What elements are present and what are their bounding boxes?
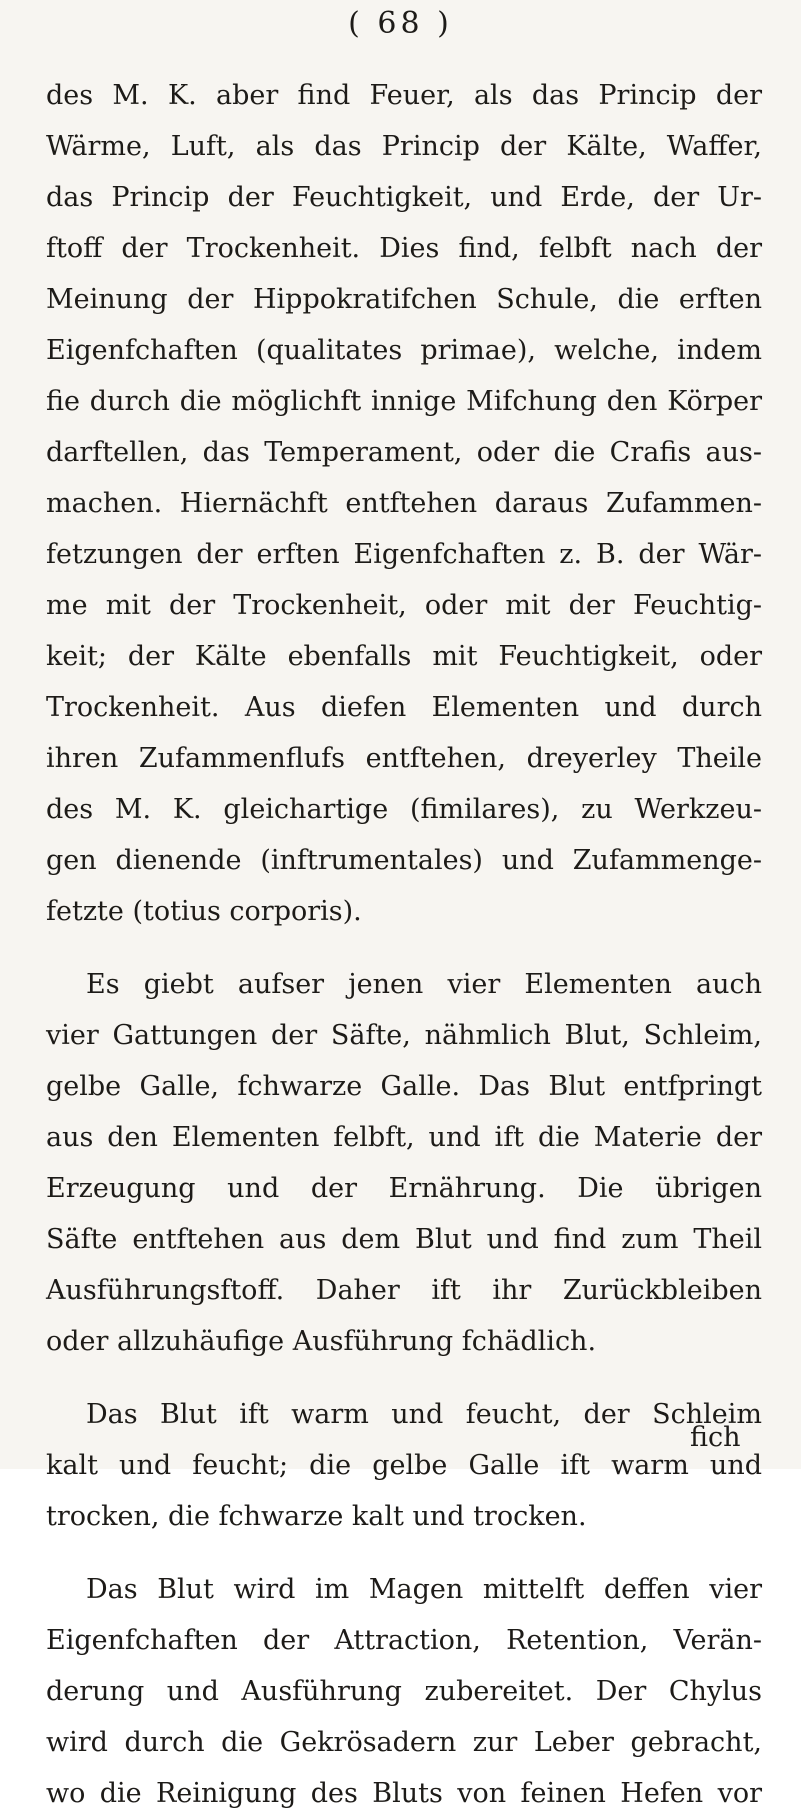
page-number: ( 68 )	[348, 6, 453, 41]
text-line: Es giebt aufser jenen vier Elementen auch	[86, 969, 762, 1000]
text-line: wird durch die Gekrösadern zur Leber gebracht,	[46, 1727, 762, 1758]
text-line: fetzte (totius corporis).	[46, 896, 362, 927]
text-line: Säfte entftehen aus dem Blut und find zum Theil	[46, 1224, 762, 1255]
catchword: fich	[690, 1422, 741, 1453]
text-line: derung und Ausführung zubereitet. Der Chylus	[46, 1676, 762, 1707]
text-line: vier Gattungen der Säfte, nähmlich Blut, Schleim,	[46, 1020, 762, 1051]
text-line: Meinung der Hippokratifchen Schule, die erften	[46, 284, 762, 315]
text-line: Ausführungsftoff. Daher ift ihr Zurückbleiben	[46, 1275, 762, 1306]
text-line: fie durch die möglichft innige Mifchung den Körper	[46, 386, 762, 417]
text-line: Wärme, Luft, als das Princip der Kälte, Waffer,	[46, 131, 762, 162]
text-line: Das Blut wird im Magen mittelft deffen vier	[86, 1574, 762, 1605]
text-line: darftellen, das Temperament, oder die Crafis aus-	[46, 437, 762, 468]
text-line: me mit der Trockenheit, oder mit der Feuchtig-	[46, 590, 762, 621]
text-line: trocken, die fchwarze kalt und trocken.	[46, 1501, 587, 1532]
text-line: aus den Elementen felbft, und ift die Materie der	[46, 1122, 762, 1153]
text-line: gelbe Galle, fchwarze Galle. Das Blut entfpringt	[46, 1071, 762, 1102]
text-line: fetzungen der erften Eigenfchaften z. B. der Wär-	[46, 539, 762, 570]
text-line: das Princip der Feuchtigkeit, und Erde, der Ur-	[46, 182, 762, 213]
body-text	[46, 70, 762, 1819]
text-line: Das Blut ift warm und feucht, der Schleim	[86, 1399, 762, 1430]
text-line: Erzeugung und der Ernährung. Die übrigen	[46, 1173, 762, 1204]
paragraph-2	[46, 959, 762, 1367]
text-line: gen dienende (inftrumentales) und Zufammenge-	[46, 845, 762, 876]
paragraph-3	[46, 1389, 762, 1542]
text-line: oder allzuhäufige Ausführung fchädlich.	[46, 1326, 597, 1357]
text-line: ftoff der Trockenheit. Dies find, felbft nach der	[46, 233, 762, 264]
text-line: des M. K. aber find Feuer, als das Princip der	[46, 80, 762, 111]
text-line: ihren Zufammenflufs entftehen, dreyerley Theile	[46, 743, 762, 774]
text-line: Eigenfchaften der Attraction, Retention, Verän-	[46, 1625, 762, 1656]
text-line: keit; der Kälte ebenfalls mit Feuchtigkeit, oder	[46, 641, 762, 672]
paragraph-1	[46, 70, 762, 937]
text-line: wo die Reinigung des Bluts von feinen Hefen vor	[46, 1778, 762, 1809]
text-line: kalt und feucht; die gelbe Galle ift warm und	[46, 1450, 762, 1481]
text-line: Eigenfchaften (qualitates primae), welche, indem	[46, 335, 762, 366]
text-line: Trockenheit. Aus diefen Elementen und durch	[46, 692, 762, 723]
text-line: machen. Hiernächft entftehen daraus Zufammen-	[46, 488, 762, 519]
paragraph-4	[46, 1564, 762, 1819]
text-line: des M. K. gleichartige (fimilares), zu Werkzeu-	[46, 794, 762, 825]
